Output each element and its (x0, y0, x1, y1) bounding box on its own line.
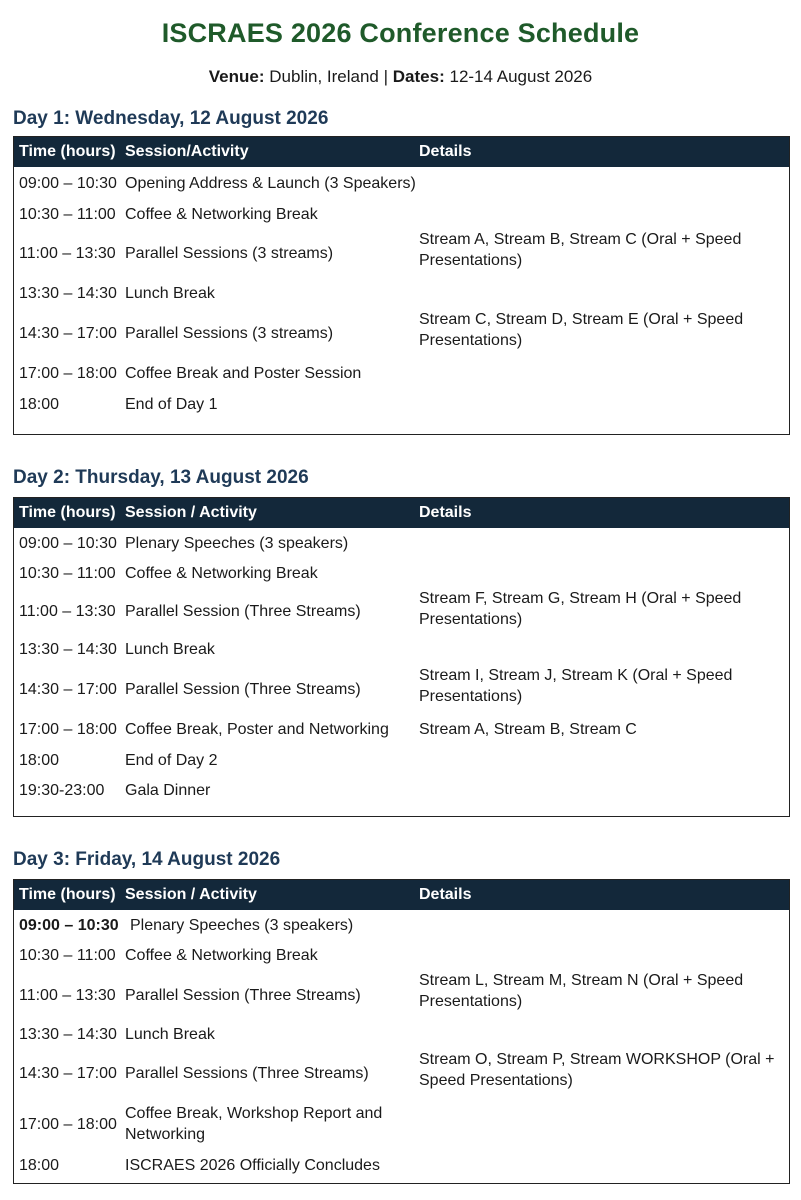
cell-session: Parallel Sessions (3 streams) (125, 325, 334, 342)
table-row (14, 1150, 789, 1180)
table-row (14, 1049, 789, 1098)
table-row (14, 775, 789, 805)
day-1-table (13, 136, 790, 435)
table-row (14, 558, 789, 588)
cell-details: Stream I, Stream J, Stream K (Oral + Speed Presentations) (419, 667, 733, 705)
header-time: Time (hours) (19, 143, 116, 160)
cell-details: Stream L, Stream M, Stream N (Oral + Speed Presentations) (419, 972, 744, 1010)
cell-session: Gala Dinner (125, 782, 211, 799)
cell-session: Parallel Session (Three Streams) (125, 987, 361, 1004)
cell-session: Parallel Sessions (3 streams) (125, 245, 334, 262)
table-row (14, 634, 789, 665)
cell-session: Parallel Sessions (Three Streams) (125, 1065, 369, 1082)
header-session: Session / Activity (125, 886, 257, 903)
cell-time: 10:30 – 11:00 (19, 565, 116, 582)
header-session: Session / Activity (125, 504, 257, 521)
header-details: Details (419, 143, 472, 160)
table-row (14, 1020, 789, 1049)
cell-time: 09:00 – 10:30 (19, 917, 119, 934)
cell-session: Plenary Speeches (3 speakers) (130, 917, 354, 934)
cell-time: 18:00 (19, 1157, 60, 1174)
cell-time: 18:00 (19, 752, 60, 769)
venue-label: Venue: (208, 67, 265, 86)
header-details: Details (419, 886, 472, 903)
cell-time: 11:00 – 13:30 (19, 245, 116, 262)
cell-session: ISCRAES 2026 Officially Concludes (125, 1157, 380, 1174)
separator: | (383, 67, 389, 86)
header-details: Details (419, 504, 472, 521)
table-row (14, 199, 789, 229)
cell-time: 10:30 – 11:00 (19, 947, 116, 964)
cell-time: 18:00 (19, 396, 60, 413)
cell-session: End of Day 2 (125, 752, 218, 769)
cell-session: Lunch Break (125, 285, 215, 302)
header-time: Time (hours) (19, 886, 116, 903)
cell-time: 13:30 – 14:30 (19, 641, 117, 658)
table-row (14, 229, 789, 277)
cell-session: Coffee Break, Poster and Networking (125, 721, 389, 738)
cell-session: Lunch Break (125, 1026, 215, 1043)
dates-value: 12-14 August 2026 (449, 67, 593, 86)
cell-time: 11:00 – 13:30 (19, 987, 116, 1004)
cell-session: Coffee Break, Workshop Report and Networking (125, 1105, 383, 1143)
cell-details: Stream C, Stream D, Stream E (Oral + Speed Presentations) (419, 311, 744, 349)
day-1-heading: Day 1: Wednesday, 12 August 2026 (13, 108, 329, 129)
cell-time: 10:30 – 11:00 (19, 206, 116, 223)
cell-session: Lunch Break (125, 641, 215, 658)
table-row (14, 277, 789, 309)
day-2-heading: Day 2: Thursday, 13 August 2026 (13, 467, 309, 488)
cell-session: Parallel Session (Three Streams) (125, 681, 361, 698)
cell-details: Stream A, Stream B, Stream C (419, 721, 637, 738)
table-row (14, 358, 789, 389)
header-session: Session/Activity (125, 143, 249, 160)
cell-session: Coffee & Networking Break (125, 565, 318, 582)
cell-time: 13:30 – 14:30 (19, 1026, 117, 1043)
cell-time: 14:30 – 17:00 (19, 1065, 117, 1082)
header-time: Time (hours) (19, 504, 116, 521)
cell-session: Coffee & Networking Break (125, 947, 318, 964)
cell-session: Plenary Speeches (3 speakers) (125, 535, 349, 552)
page-title: ISCRAES 2026 Conference Schedule (161, 18, 640, 48)
cell-time: 17:00 – 18:00 (19, 721, 117, 738)
cell-time: 17:00 – 18:00 (19, 365, 117, 382)
cell-time: 11:00 – 13:30 (19, 603, 116, 620)
table-row (14, 389, 789, 419)
cell-time: 19:30-23:00 (19, 782, 105, 799)
day-2-table (13, 497, 790, 817)
cell-time: 09:00 – 10:30 (19, 535, 117, 552)
cell-session: Parallel Session (Three Streams) (125, 603, 361, 620)
cell-session: Opening Address & Launch (3 Speakers) (125, 175, 416, 192)
cell-time: 14:30 – 17:00 (19, 325, 117, 342)
day-3-table (13, 879, 790, 1184)
cell-time: 13:30 – 14:30 (19, 285, 117, 302)
table-row (14, 309, 789, 358)
table-row (14, 745, 789, 775)
table-row (14, 665, 789, 714)
cell-session: Coffee Break and Poster Session (125, 365, 362, 382)
day-3-heading: Day 3: Friday, 14 August 2026 (13, 849, 281, 870)
cell-session: End of Day 1 (125, 396, 218, 413)
cell-details: Stream F, Stream G, Stream H (Oral + Speed Presentations) (419, 590, 742, 628)
table-row (14, 167, 789, 199)
table-row (14, 910, 789, 940)
table-row (14, 714, 789, 745)
table-header (14, 137, 789, 167)
table-row (14, 970, 789, 1020)
venue-value: Dublin, Ireland (269, 67, 379, 86)
table-row (14, 1098, 789, 1150)
dates-label: Dates: (392, 67, 445, 86)
cell-time: 09:00 – 10:30 (19, 175, 117, 192)
cell-details: Stream A, Stream B, Stream C (Oral + Speed Presentations) (419, 231, 742, 269)
cell-time: 14:30 – 17:00 (19, 681, 117, 698)
table-header (14, 880, 789, 910)
table-row (14, 588, 789, 634)
cell-session: Coffee & Networking Break (125, 206, 318, 223)
table-header (14, 498, 789, 528)
cell-time: 17:00 – 18:00 (19, 1116, 117, 1133)
cell-details: Stream O, Stream P, Stream WORKSHOP (Oral + Speed Presentations) (419, 1051, 775, 1089)
table-row (14, 528, 789, 558)
venue-dates-line (0, 67, 801, 87)
table-row (14, 940, 789, 970)
